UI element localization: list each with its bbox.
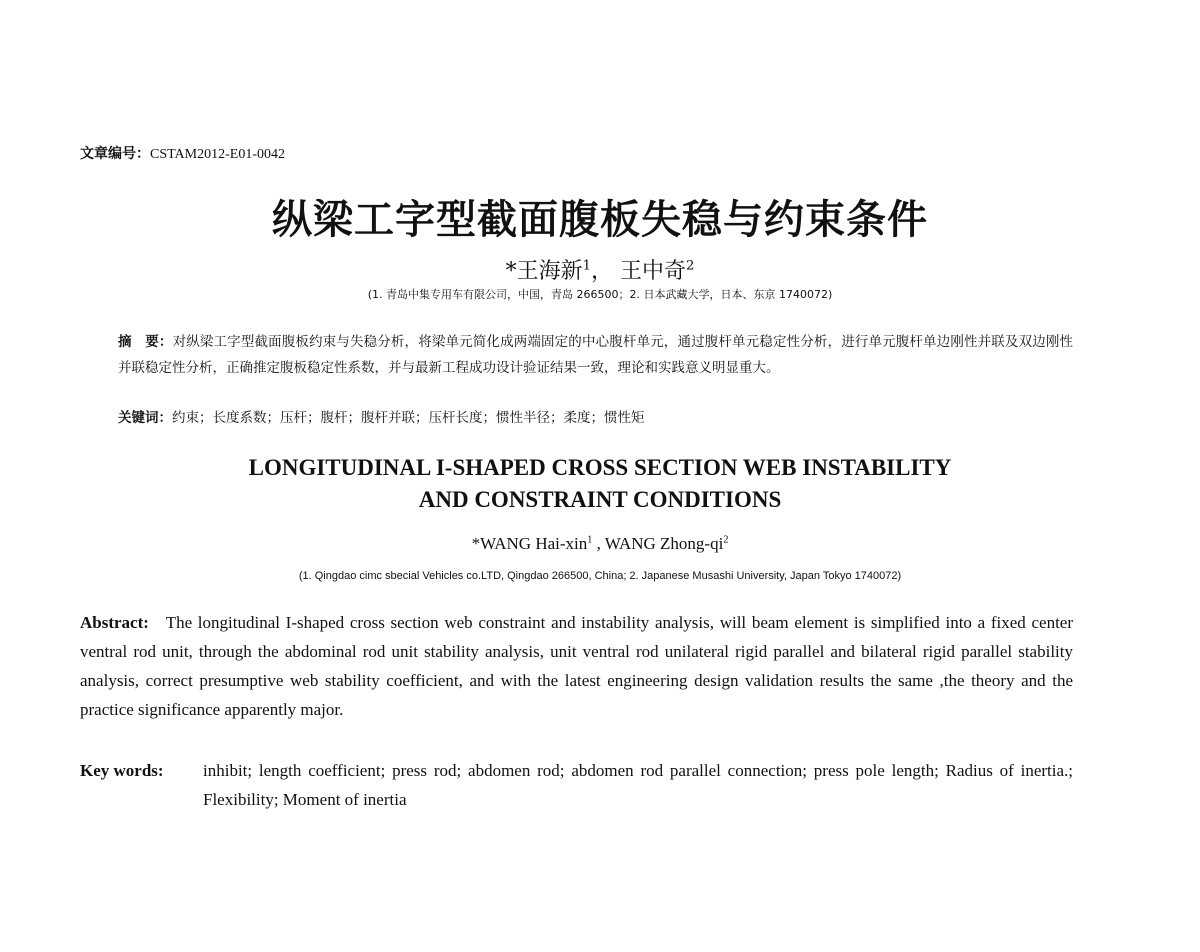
author-2: 王中奇 [620, 259, 687, 284]
author-1-affil: 1 [582, 258, 591, 274]
keywords-chinese-label: 关键词： [118, 410, 172, 426]
title-chinese: 纵梁工字型截面腹板失稳与约束条件 [272, 197, 928, 243]
article-number-value: CSTAM2012-E01-0042 [150, 147, 285, 162]
keywords-chinese [118, 406, 645, 426]
article-number [80, 143, 285, 163]
authors-chinese [0, 254, 1200, 285]
abstract-english-label: Abstract: [80, 613, 149, 632]
author-1-en-affil: 1 [587, 534, 593, 546]
author-en-separator: , [592, 534, 605, 553]
authors-english [0, 534, 1200, 554]
keywords-english [80, 757, 1073, 814]
affiliation-english: (1. Qingdao cimc sbecial Vehicles co.LTD, Qingdao 266500, China; 2. Japanese Musashi University, Japan Tokyo 1740072) [298, 570, 902, 582]
author-separator: ， [591, 259, 620, 284]
keywords-english-text: inhibit; length coefficient; press rod; abdomen rod; abdomen rod parallel connection; press pole length; Radius of inertia.; Flexibility; Moment of inertia [203, 761, 1073, 809]
title-english-line-2: AND CONSTRAINT CONDITIONS [418, 487, 782, 512]
abstract-english [80, 608, 1073, 724]
author-2-en: WANG Zhong-qi [604, 534, 724, 553]
affiliation-chinese: (1. 青岛中集专用车有限公司，中国，青岛 266500；2. 日本武藏大学，日本、东京 1740072) [367, 288, 833, 301]
abstract-chinese [118, 330, 1073, 381]
abstract-english-text: The longitudinal I-shaped cross section web constraint and instability analysis, will beam element is simplified into a fixed center ventral rod unit, through the abdominal rod unit stability analysis, unit ventral rod unilateral rigid parallel and bilateral rigid parallel stability analysis, correct presumptive web stability coefficient, and with the latest engineering design validation results the same ,the theory and the practice significance apparently major. [80, 613, 1073, 719]
abstract-chinese-text: 对纵梁工字型截面腹板约束与失稳分析，将梁单元简化成两端固定的中心腹杆单元，通过腹杆单元稳定性分析，进行单元腹杆单边刚性并联及双边刚性并联稳定性分析，正确推定腹板稳定性系数，并与最新工程成功设计验证结果一致，理论和实践意义明显重大。 [118, 334, 1074, 376]
author-2-en-affil: 2 [723, 534, 729, 546]
title-english-line-1: LONGITUDINAL I-SHAPED CROSS SECTION WEB INSTABILITY [248, 455, 952, 480]
author-2-affil: 2 [686, 258, 695, 274]
keywords-chinese-text: 约束；长度系数；压杆；腹杆；腹杆并联；压杆长度；惯性半径；柔度；惯性矩 [172, 410, 645, 426]
abstract-chinese-label: 摘 要： [118, 334, 173, 350]
keywords-english-label: Key words: [80, 761, 164, 780]
author-1-en: *WANG Hai-xin [471, 534, 588, 553]
article-number-label: 文章编号： [80, 146, 150, 162]
title-english [0, 452, 1200, 516]
author-1: *王海新 [505, 259, 583, 284]
